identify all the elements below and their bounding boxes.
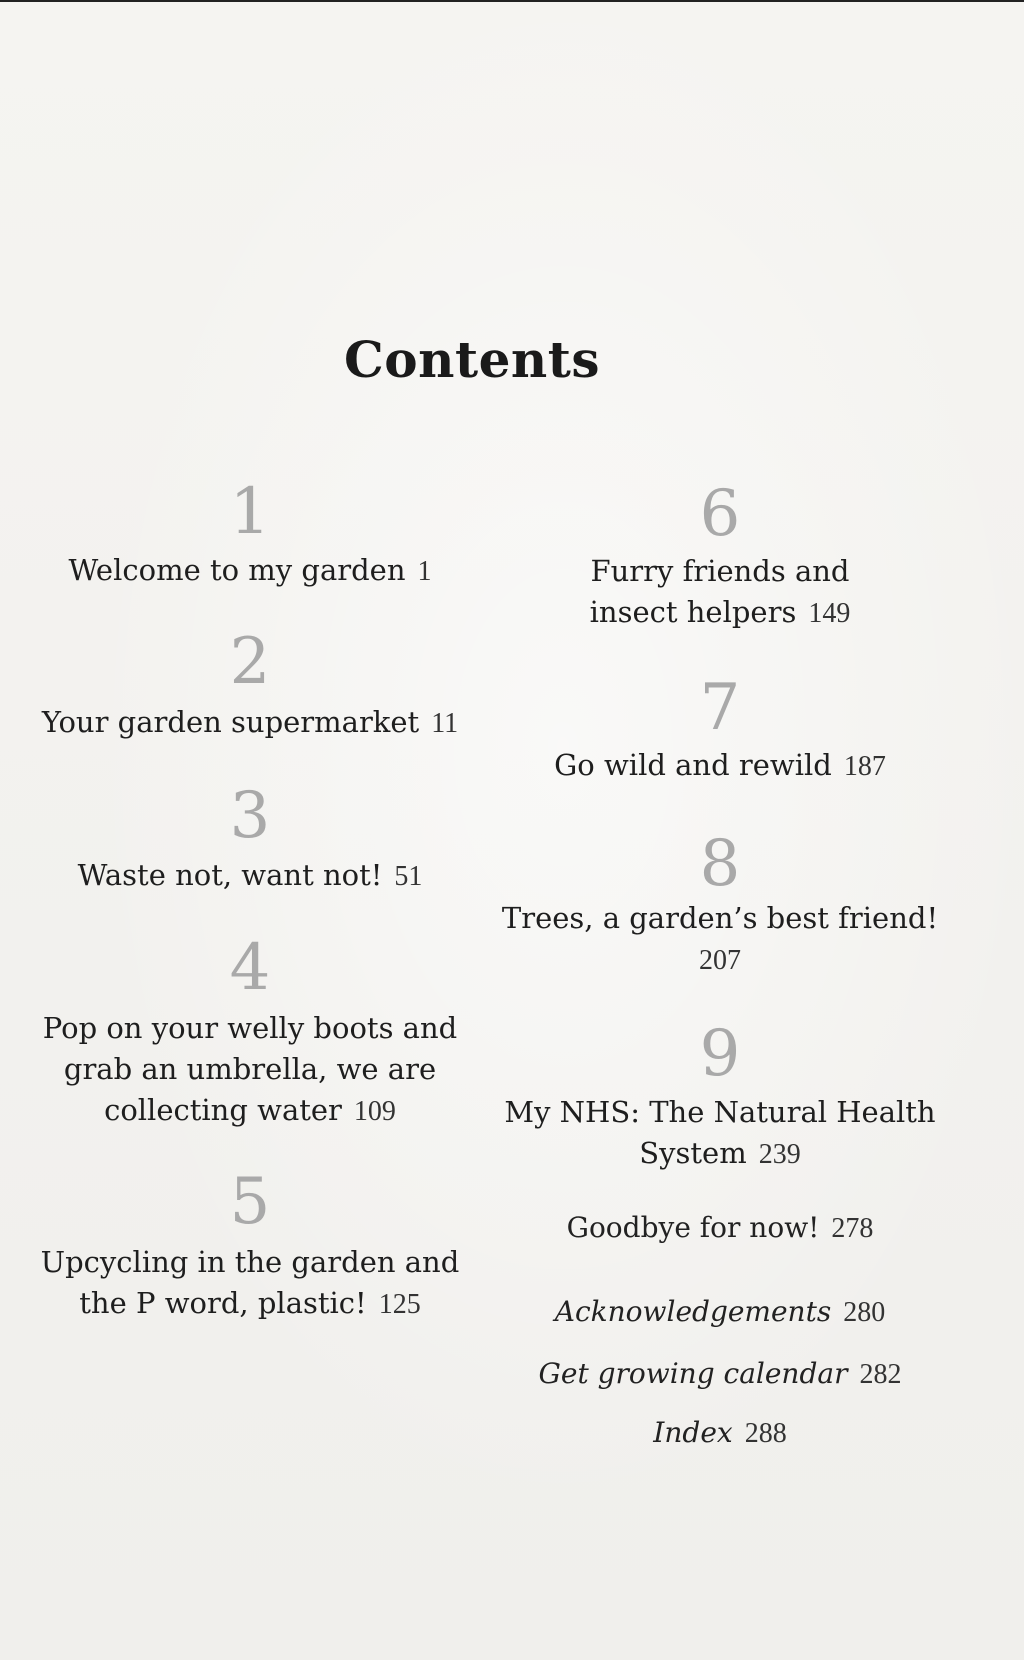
chapter-number-5: 5 [229,1165,271,1239]
page-number: 11 [431,708,459,739]
chapter-number-3: 3 [229,779,271,853]
toc-entry-chapter-6[interactable] [500,551,940,634]
chapter-number-1: 1 [229,475,271,549]
chapter-title-line-1: My NHS: The Natural Health [504,1095,936,1129]
toc-entry-chapter-3[interactable] [40,855,460,897]
toc-entry-acknowledgements[interactable] [500,1292,940,1333]
chapter-number-7: 7 [699,671,741,745]
toc-entry-chapter-1[interactable] [40,550,460,592]
entry-title: Acknowledgements [554,1295,832,1328]
entry-title: Index [653,1416,733,1449]
toc-entry-chapter-7[interactable] [500,745,940,787]
toc-entry-chapter-9[interactable] [490,1092,950,1175]
chapter-title-line-2: the P word, plastic! [79,1286,367,1320]
toc-entry-chapter-4[interactable] [20,1008,480,1132]
page-number: 282 [859,1359,902,1390]
page-number: 280 [843,1297,886,1328]
chapter-number-9: 9 [699,1017,741,1091]
toc-entry-chapter-2[interactable] [20,702,480,744]
page-number: 288 [744,1418,787,1449]
toc-entry-goodbye[interactable] [500,1208,940,1249]
toc-entry-chapter-8[interactable] [490,898,950,981]
chapter-title: Waste not, want not! [77,858,383,892]
page-number: 187 [843,751,886,782]
chapter-number-8: 8 [699,827,741,901]
chapter-title: Trees, a garden’s best friend! [501,901,939,935]
entry-title: Get growing calendar [538,1357,848,1390]
chapter-title: Welcome to my garden [68,553,406,587]
chapter-title: Your garden supermarket [41,705,420,739]
page-number: 207 [699,945,741,976]
page-number: 109 [353,1096,396,1127]
chapter-title-line-2: System [639,1136,747,1170]
page-number: 278 [831,1213,874,1244]
top-edge-rule [0,0,1024,2]
chapter-title-line-1: Furry friends and [590,554,850,588]
page-number: 1 [417,556,432,587]
toc-entry-chapter-5[interactable] [20,1242,480,1325]
chapter-number-4: 4 [229,931,271,1005]
toc-entry-index[interactable] [500,1413,940,1454]
page-number: 125 [378,1289,421,1320]
toc-entry-calendar[interactable] [500,1354,940,1395]
page-number: 239 [758,1139,801,1170]
chapter-number-6: 6 [699,477,741,551]
page-number: 149 [808,598,851,629]
page-number: 51 [394,861,423,892]
chapter-title-line-1: Pop on your welly boots and [42,1011,458,1045]
entry-title: Goodbye for now! [566,1211,820,1244]
page-title: Contents [343,330,600,389]
chapter-title-line-3: collecting water [104,1093,342,1127]
chapter-number-2: 2 [229,625,271,699]
chapter-title-line-2: insect helpers [589,595,797,629]
chapter-title: Go wild and rewild [554,748,832,782]
chapter-title-line-1: Upcycling in the garden and [40,1245,460,1279]
chapter-title-line-2: grab an umbrella, we are [63,1052,437,1086]
